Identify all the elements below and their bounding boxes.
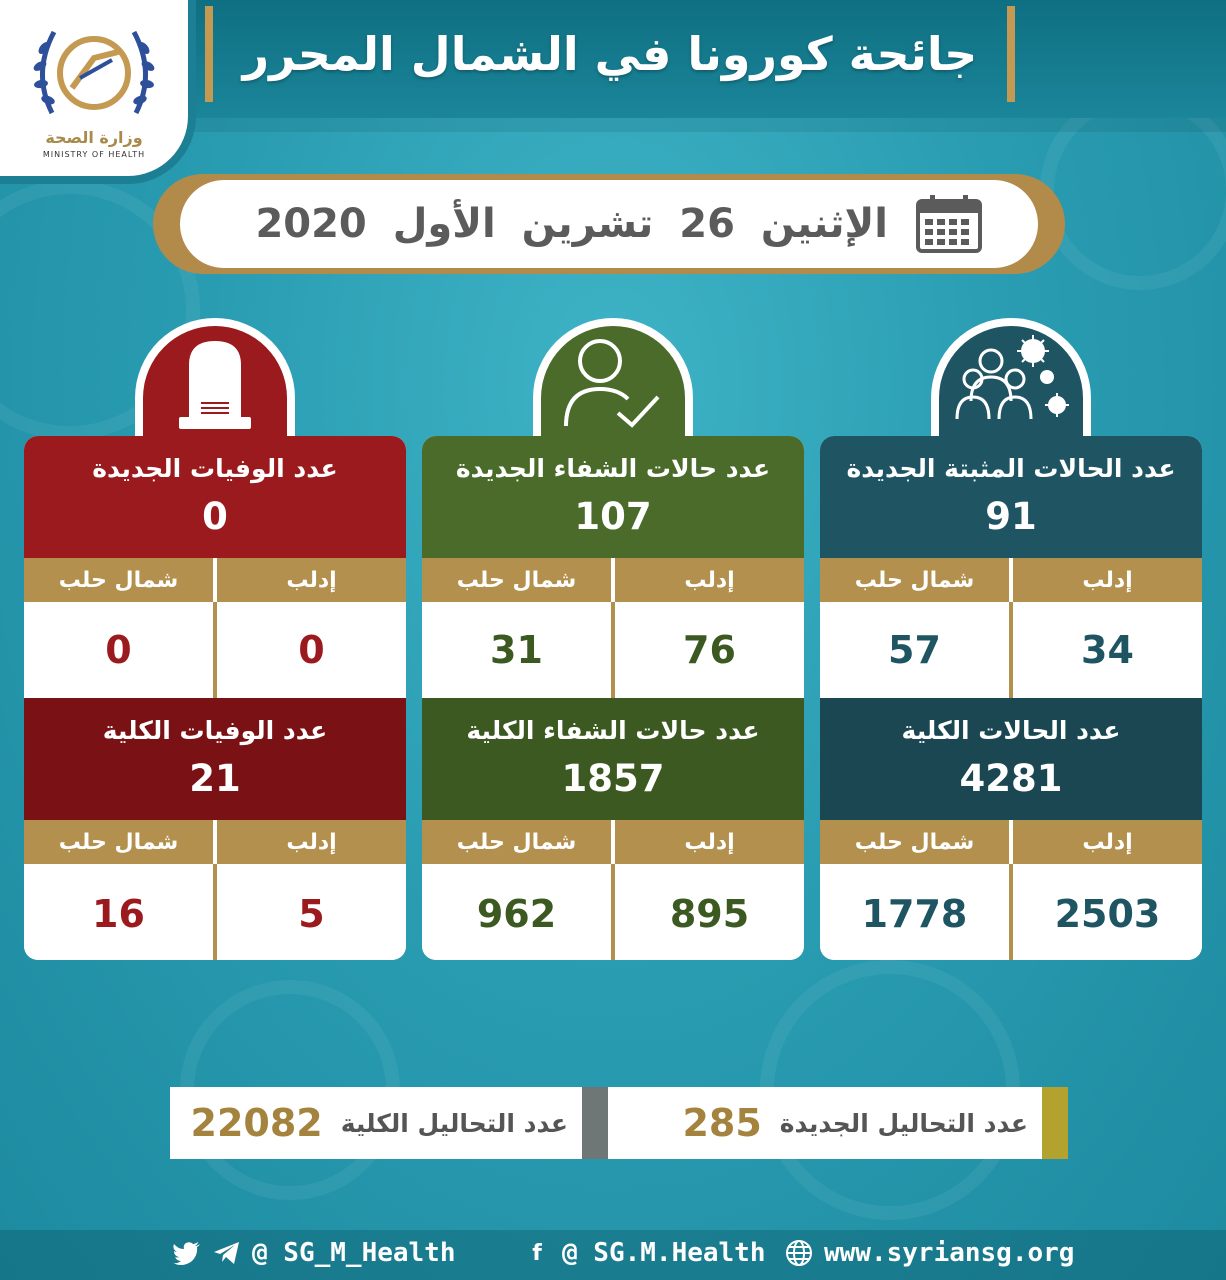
date-pill xyxy=(180,180,1038,268)
aleppo-label: شمال حلب xyxy=(58,567,179,593)
aleppo-label: شمال حلب xyxy=(456,567,577,593)
recovered-new-label: عدد حالات الشفاء الجديدة xyxy=(455,454,771,483)
idlib-label: إدلب xyxy=(684,829,735,855)
footer-website-text: www.syriansg.org xyxy=(824,1238,1075,1268)
deaths-box xyxy=(24,436,406,960)
recovered-total-aleppo: 962 xyxy=(476,892,557,936)
deaths-new-total: 0 xyxy=(202,495,228,538)
recovered-arch xyxy=(533,318,693,436)
recovered-card xyxy=(422,318,804,960)
recovered-new-header xyxy=(422,436,804,558)
cases-card xyxy=(820,318,1202,960)
aleppo-label: شمال حلب xyxy=(456,829,577,855)
idlib-label: إدلب xyxy=(1082,567,1133,593)
deaths-new-aleppo: 0 xyxy=(105,628,132,672)
tests-divider xyxy=(582,1087,608,1159)
cases-new-label: عدد الحالات المثبتة الجديدة xyxy=(846,454,1176,483)
recovered-total-subheader xyxy=(422,820,804,864)
deaths-total-aleppo: 16 xyxy=(92,892,145,936)
deaths-new-values xyxy=(24,602,406,698)
recovered-new-total: 107 xyxy=(574,495,652,538)
cases-total-aleppo: 1778 xyxy=(861,892,968,936)
people-virus-icon xyxy=(951,331,1071,431)
cases-total-values xyxy=(820,864,1202,960)
recovered-total-label: عدد حالات الشفاء الكلية xyxy=(466,716,760,745)
calendar-icon xyxy=(916,195,982,253)
telegram-icon[interactable] xyxy=(212,1238,242,1268)
cases-new-aleppo: 57 xyxy=(888,628,941,672)
deaths-new-header xyxy=(24,436,406,558)
person-check-icon xyxy=(558,331,668,431)
tests-total xyxy=(170,1087,582,1159)
cases-new-idlib: 34 xyxy=(1081,628,1134,672)
recovered-new-subheader xyxy=(422,558,804,602)
globe-icon[interactable] xyxy=(784,1238,814,1268)
date-text: الإثنين 26 تشرين الأول 2020 xyxy=(255,201,888,247)
cases-total-idlib: 2503 xyxy=(1054,892,1161,936)
tests-new-label: عدد التحاليل الجديدة xyxy=(779,1108,1028,1138)
footer-facebook[interactable] xyxy=(522,1238,766,1268)
logo-english-text: MINISTRY OF HEALTH xyxy=(42,150,146,159)
deaths-total-values xyxy=(24,864,406,960)
cases-total-label: عدد الحالات الكلية xyxy=(901,716,1121,745)
deaths-total: 21 xyxy=(189,757,241,800)
cases-total: 4281 xyxy=(959,757,1063,800)
idlib-label: إدلب xyxy=(1082,829,1133,855)
footer-twitter-telegram[interactable] xyxy=(172,1238,456,1268)
deaths-total-idlib: 5 xyxy=(298,892,325,936)
cases-total-subheader xyxy=(820,820,1202,864)
idlib-label: إدلب xyxy=(684,567,735,593)
deaths-new-label: عدد الوفيات الجديدة xyxy=(92,454,338,483)
aleppo-label: شمال حلب xyxy=(854,567,975,593)
deaths-total-subheader xyxy=(24,820,406,864)
deaths-new-subheader xyxy=(24,558,406,602)
tests-total-label: عدد التحاليل الكلية xyxy=(340,1108,568,1138)
aleppo-label: شمال حلب xyxy=(58,829,179,855)
recovered-total-idlib: 895 xyxy=(669,892,750,936)
recovered-total-header xyxy=(422,698,804,820)
page-title: جائحة كورونا في الشمال المحرر xyxy=(242,27,978,81)
tombstone-icon xyxy=(165,331,265,431)
tests-new xyxy=(608,1087,1042,1159)
tests-bar xyxy=(170,1087,1068,1159)
footer-handle-text: @ SG_M_Health xyxy=(252,1238,456,1268)
cases-arch xyxy=(931,318,1091,436)
tests-new-value: 285 xyxy=(682,1101,762,1145)
title-frame xyxy=(205,6,1015,102)
footer-facebook-text: @ SG.M.Health xyxy=(562,1238,766,1268)
cases-new-values xyxy=(820,602,1202,698)
recovered-total: 1857 xyxy=(561,757,665,800)
deaths-card xyxy=(24,318,406,960)
cases-new-total: 91 xyxy=(985,495,1037,538)
idlib-label: إدلب xyxy=(286,567,337,593)
cases-box xyxy=(820,436,1202,960)
cases-new-header xyxy=(820,436,1202,558)
facebook-icon[interactable]: f xyxy=(532,1240,542,1266)
recovered-new-idlib: 76 xyxy=(683,628,736,672)
recovered-new-aleppo: 31 xyxy=(490,628,543,672)
tests-accent xyxy=(1042,1087,1068,1159)
recovered-box xyxy=(422,436,804,960)
logo-arabic-text: وزارة الصحة xyxy=(45,128,143,147)
twitter-icon[interactable] xyxy=(172,1238,202,1268)
footer-website[interactable] xyxy=(784,1238,1074,1268)
aleppo-label: شمال حلب xyxy=(854,829,975,855)
ministry-logo xyxy=(0,0,188,176)
idlib-label: إدلب xyxy=(286,829,337,855)
wreath-icon xyxy=(32,18,156,128)
tests-total-value: 22082 xyxy=(190,1101,323,1145)
deaths-total-label: عدد الوفيات الكلية xyxy=(102,716,328,745)
recovered-new-values xyxy=(422,602,804,698)
recovered-total-values xyxy=(422,864,804,960)
cases-total-header xyxy=(820,698,1202,820)
deaths-total-header xyxy=(24,698,406,820)
deaths-new-idlib: 0 xyxy=(298,628,325,672)
cases-new-subheader xyxy=(820,558,1202,602)
deaths-arch xyxy=(135,318,295,436)
